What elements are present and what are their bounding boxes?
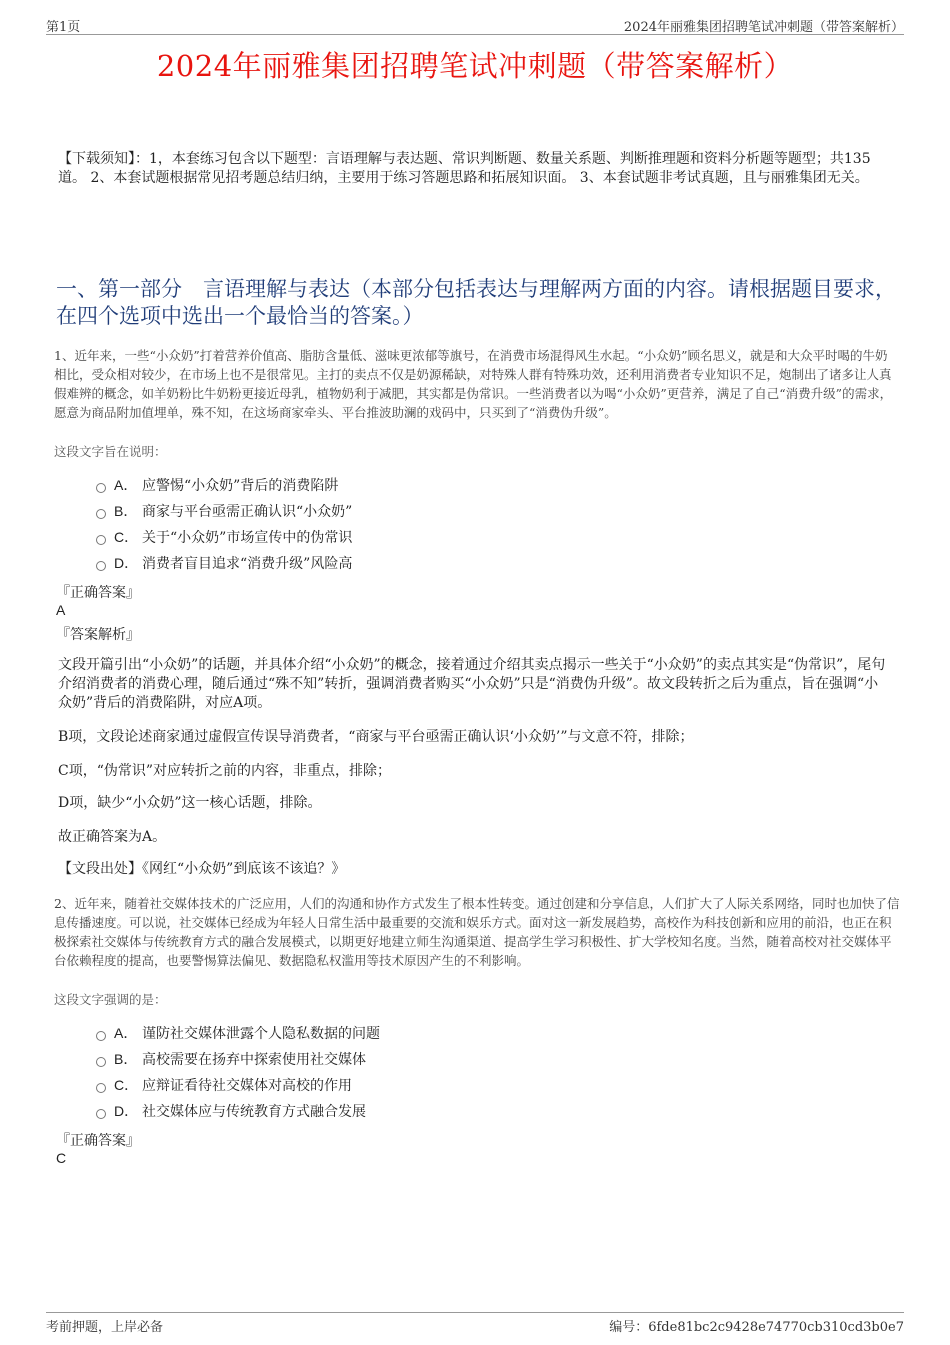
radio-button[interactable] bbox=[96, 535, 106, 545]
option-text: 应辩证看待社交媒体对高校的作用 bbox=[142, 1078, 352, 1094]
footer-slogan: 考前押题，上岸必备 bbox=[46, 1320, 164, 1335]
header-doc-title: 2024年丽雅集团招聘笔试冲刺题（带答案解析） bbox=[623, 20, 904, 35]
option-letter: C． bbox=[114, 529, 139, 545]
radio-button[interactable] bbox=[96, 483, 106, 493]
option-letter: C． bbox=[114, 1077, 139, 1093]
option-letter: D． bbox=[114, 1103, 139, 1119]
option-c[interactable] bbox=[96, 1072, 380, 1098]
question-2-text: 2、近年来，随着社交媒体技术的广泛应用，人们的沟通和协作方式发生了根本性转变。通过创建和分享信息，人们扩大了人际关系网络，同时也加快了信息传播速度。可以说，社交媒体已经成为年轻人日常生活中最重要的交流和娱乐方式。面对这一新发展趋势，高校作为科技创新和应用的前沿，也正在积极探索社交媒体与传统教育方式的融合发展模式，以期更好地建立师生沟通渠道、提高学生学习积极性、扩大学校知名度。当然，随着高校对社交媒体平台依赖程度的提高，也要警惕算法偏见、数据隐私权滥用等技术原因产生的不利影响。 bbox=[54, 896, 900, 968]
page-number: 第1页 bbox=[46, 20, 81, 35]
analysis-paragraph: 文段开篇引出“小众奶”的话题，并具体介绍“小众奶”的概念，接着通过介绍其卖点揭示一些关于“小众奶”的卖点其实是“伪常识”，尾句介绍消费者的消费心理，随后通过“殊不知”转折，强调消费者购买“小众奶”只是“消费伪升级”。故文段转折之后为重点，旨在强调“小众奶”背后的消费陷阱，对应A项。 bbox=[58, 657, 886, 711]
correct-answer: A bbox=[56, 602, 66, 618]
option-a[interactable] bbox=[96, 1020, 380, 1046]
option-c[interactable] bbox=[96, 524, 352, 550]
correct-answer: C bbox=[56, 1150, 67, 1166]
section-heading: 一、第一部分 言语理解与表达（本部分包括表达与理解两方面的内容。请根据题目要求，在四个选项中选出一个最恰当的答案。） bbox=[56, 277, 896, 328]
option-d[interactable] bbox=[96, 1098, 380, 1124]
radio-button[interactable] bbox=[96, 561, 106, 571]
analysis-label: 『答案解析』 bbox=[56, 627, 140, 643]
option-text: 商家与平台亟需正确认识“小众奶” bbox=[142, 504, 353, 520]
option-d[interactable] bbox=[96, 550, 352, 576]
question-2-prompt: 这段文字强调的是： bbox=[54, 992, 167, 1007]
analysis-paragraph: 故正确答案为A。 bbox=[58, 829, 167, 845]
radio-button[interactable] bbox=[96, 1057, 106, 1067]
option-letter: B． bbox=[114, 503, 138, 519]
document-id: 编号：6fde81bc2c9428e74770cb310cd3b0e7 bbox=[609, 1320, 904, 1335]
option-text: 关于“小众奶”市场宣传中的伪常识 bbox=[142, 530, 353, 546]
analysis-paragraph: B项，文段论述商家通过虚假宣传误导消费者，“商家与平台亟需正确认识‘小众奶’”与文意不符，排除； bbox=[58, 729, 694, 745]
correct-answer-label: 『正确答案』 bbox=[56, 585, 140, 601]
radio-button[interactable] bbox=[96, 1031, 106, 1041]
option-letter: A． bbox=[114, 1025, 138, 1041]
option-text: 谨防社交媒体泄露个人隐私数据的问题 bbox=[142, 1026, 380, 1042]
option-text: 应警惕“小众奶”背后的消费陷阱 bbox=[142, 478, 339, 494]
question-1-prompt: 这段文字旨在说明： bbox=[54, 444, 167, 459]
question-1-options bbox=[96, 472, 352, 576]
option-b[interactable] bbox=[96, 498, 352, 524]
radio-button[interactable] bbox=[96, 509, 106, 519]
correct-answer-label: 『正确答案』 bbox=[56, 1133, 140, 1149]
option-text: 社交媒体应与传统教育方式融合发展 bbox=[142, 1104, 366, 1120]
option-letter: B． bbox=[114, 1051, 138, 1067]
option-b[interactable] bbox=[96, 1046, 380, 1072]
question-2-options bbox=[96, 1020, 380, 1124]
page-footer bbox=[46, 1312, 904, 1333]
download-notice: 【下载须知】：1，本套练习包含以下题型：言语理解与表达题、常识判断题、数量关系题、判断推理题和资料分析题等题型；共135道。 2、本套试题根据常见招考题总结归纳，主要用于练习答题思路和拓展知识面。 3、本套试题非考试真题，且与丽雅集团无关。 bbox=[58, 151, 871, 186]
radio-button[interactable] bbox=[96, 1109, 106, 1119]
page-header bbox=[46, 14, 904, 35]
option-letter: D． bbox=[114, 555, 139, 571]
option-a[interactable] bbox=[96, 472, 352, 498]
radio-button[interactable] bbox=[96, 1083, 106, 1093]
option-letter: A． bbox=[114, 477, 138, 493]
source-citation: 【文段出处】《网红“小众奶”到底该不该追？》 bbox=[58, 861, 346, 877]
option-text: 消费者盲目追求“消费升级”风险高 bbox=[142, 556, 353, 572]
analysis-paragraph: D项，缺少“小众奶”这一核心话题，排除。 bbox=[58, 795, 322, 811]
option-text: 高校需要在扬弃中探索使用社交媒体 bbox=[142, 1052, 366, 1068]
analysis-paragraph: C项，“伪常识”对应转折之前的内容，非重点，排除； bbox=[58, 763, 392, 779]
question-1-text: 1、近年来，一些“小众奶”打着营养价值高、脂肪含量低、滋味更浓郁等旗号，在消费市场混得风生水起。“小众奶”顾名思义，就是和大众平时喝的牛奶相比，受众相对较少，在市场上也不是很常见。主打的卖点不仅是奶源稀缺，对特殊人群有特殊功效，还利用消费者专业知识不足，炮制出了诸多让人真假难辨的概念，如羊奶粉比牛奶粉更接近母乳，植物奶利于减肥，其实都是伪常识。一些消费者以为喝“小众奶”更营养，满足了自己“消费升级”的需求，愿意为商品附加值埋单，殊不知，在这场商家牵头、平台推波助澜的戏码中，只买到了“消费伪升级”。 bbox=[54, 348, 893, 420]
document-title: 2024年丽雅集团招聘笔试冲刺题（带答案解析） bbox=[156, 49, 794, 83]
